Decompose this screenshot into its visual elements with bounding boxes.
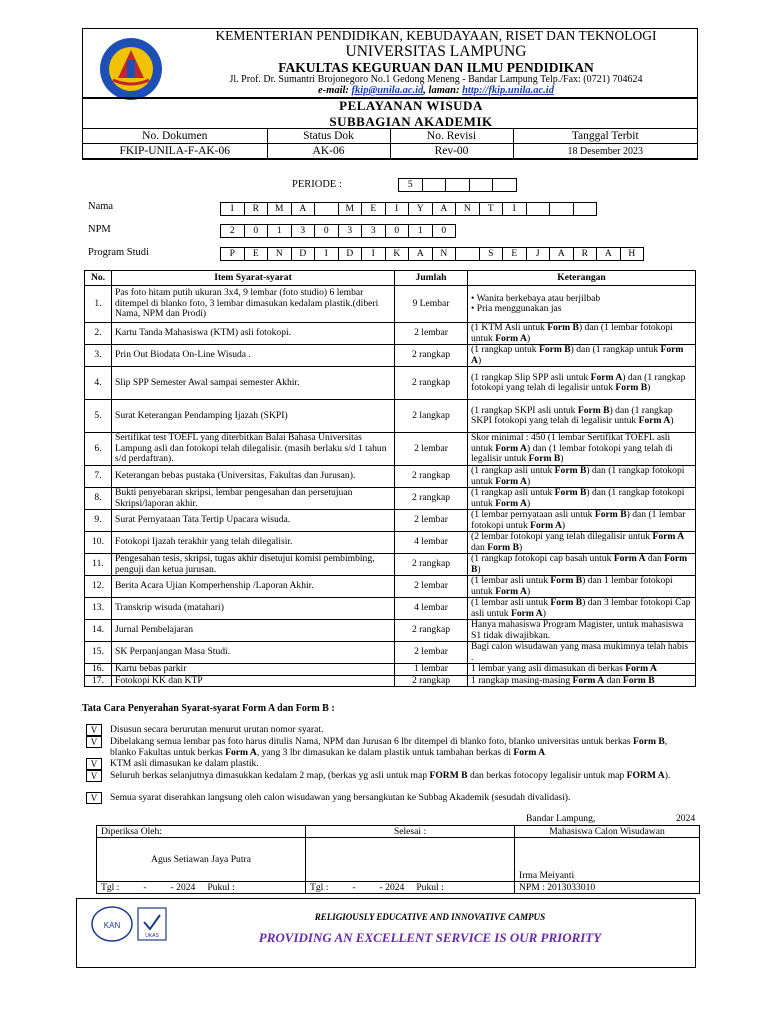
char-box [526,202,550,216]
char-box: I [385,202,409,216]
procedure-item: V Disusun secara berurutan menurut urutan nomor syarat. [86,724,700,736]
row-item: Kartu bebas parkir [112,664,395,676]
row-no: 14. [85,620,112,642]
row-jumlah: 2 lembar [395,323,468,345]
npm-boxes[interactable] [220,224,456,238]
char-box: M [338,202,362,216]
row-keterangan: (1 rangkap fotokopi cap basah untuk Form A dan Form B) [468,554,696,576]
char-box: 1 [267,224,291,238]
signature-year: 2024 [676,813,696,824]
row-item: Transkrip wisuda (matahari) [112,598,395,620]
row-keterangan: Bagi calon wisudawan yang masa mukimnya telah habis . [468,642,696,664]
table-row [85,642,696,664]
char-box: J [526,247,550,261]
char-box: I [502,202,526,216]
table-row [85,598,696,620]
done-sign-area[interactable] [306,838,515,882]
col-keterangan: Keterangan [468,271,696,286]
row-item: Kartu Tanda Mahasiswa (KTM) asli fotokopi. [112,323,395,345]
row-no: 11. [85,554,112,576]
check-mark[interactable]: V [86,770,102,782]
procedure-item: V Dibelakang semua lembar pas foto harus ditulis Nama, NPM dan Jurusan 6 lbr ditempel di blanko foto, blanko universitas untuk berkas Form B, blanko Fakultas untuk berkas Form A, yang 3 lbr dimasukan ke dalam plastik untuk tambahan berkas di Form A [86,736,700,758]
char-box: K [385,247,409,261]
table-row [85,510,696,532]
table-row [85,488,696,510]
email-link[interactable]: fkip@unila.ac.id [351,85,424,96]
char-box: 1 [408,224,432,238]
char-box [573,202,598,216]
row-no: 16. [85,664,112,676]
char-box: I [361,247,385,261]
row-item: SK Perpanjangan Masa Studi. [112,642,395,664]
row-jumlah: 1 lembar [395,664,468,676]
meta-header: Status Dok [267,129,390,144]
row-jumlah: 2 rangkap [395,488,468,510]
row-keterangan: (2 lembar fotokopi yang telah dilegalisir untuk Form A dan Form B) [468,532,696,554]
ministry-name: KEMENTERIAN PENDIDIKAN, KEBUDAYAAN, RISET DAN TEKNOLOGI [215,28,657,43]
row-keterangan: (1 lembar asli untuk Form B) dan 1 lembar fotokopi untuk Form A) [468,576,696,598]
row-keterangan: Hanya mahasiswa Program Magister, untuk mahasiswa S1 tidak diwajibkan. [468,620,696,642]
done-date[interactable]: Tgl : - - 2024 Pukul : [306,882,515,894]
prodi-label: Program Studi [88,247,149,258]
row-jumlah: 2 rangkap [395,554,468,576]
row-keterangan: (1 rangkap asli untuk Form B) dan (1 rangkap fotokopi untuk Form A) [468,488,696,510]
col-no: No. [85,271,112,286]
row-item: Prin Out Biodata On-Line Wisuda . [112,345,395,367]
row-no: 2. [85,323,112,345]
row-keterangan: (1 rangkap asli untuk Form B) dan (1 rangkap fotokopi untuk Form A) [468,466,696,488]
row-jumlah: 2 rangkap [395,675,468,687]
site-link[interactable]: http://fkip.unila.ac.id [462,85,554,96]
row-no: 13. [85,598,112,620]
table-row [85,675,696,687]
char-box: 3 [361,224,385,238]
row-item: Berita Acara Ujian Komperhenship /Laporan Akhir. [112,576,395,598]
table-row [85,554,696,576]
table-row [85,400,696,433]
periode-label: PERIODE : [292,179,342,190]
meta-header: No. Dokumen [83,129,268,144]
meta-header: No. Revisi [390,129,513,144]
nama-label: Nama [88,201,114,212]
char-box: D [291,247,315,261]
char-box: A [432,202,456,216]
row-item: Pas foto hitam putih ukuran 3x4, 9 lembar (foto studio) 6 lembar ditempel di blanko foto, 3 lembar dimasukan kedalam plastik.(diberi Nama, NPM dan Prodi) [112,286,395,323]
row-item: Surat Pernyataan Tata Tertip Upacara wisuda. [112,510,395,532]
char-box: R [573,247,597,261]
sig-col-done: Selesai : [306,826,515,838]
row-keterangan: (1 rangkap Slip SPP asli untuk Form A) dan (1 rangkap fotokopi yang telah di legalisir untuk Form B) [468,367,696,400]
char-box: T [479,202,503,216]
university-logo [88,36,174,102]
row-no: 5. [85,400,112,433]
row-jumlah: 4 lembar [395,598,468,620]
procedure-item: V KTM asli dimasukan ke dalam plastik. [86,758,700,770]
char-box: P [220,247,244,261]
row-keterangan: (1 rangkap SKPI asli untuk Form B) dan (1 rangkap SKPI fotokopi yang telah di legalisir untuk Form A) [468,400,696,433]
char-box: A [596,247,620,261]
char-box: E [361,202,385,216]
footer-tagline: RELIGIOUSLY EDUCATIVE AND INNOVATIVE CAMPUS [314,912,546,922]
table-row [85,367,696,400]
document-meta-table [82,128,698,159]
char-box: R [244,202,268,216]
nama-boxes[interactable] [220,202,597,216]
char-box: A [549,247,573,261]
row-no: 6. [85,433,112,466]
contact-line [180,85,692,96]
char-box: 0 [314,224,338,238]
row-item: Sertifikat test TOEFL yang diterbitkan Balai Bahasa Universitas Lampung asli dan fotokopi telah dilegalisir. (masih berlaku s/d 1 tahun s/d perdaftran). [112,433,395,466]
row-item: Keterangan bebas pustaka (Universitas, Fakultas dan Jurusan). [112,466,395,488]
row-item: Fotokopi Ijazah terakhir yang telah dilegalisir. [112,532,395,554]
char-box: E [244,247,268,261]
checker-name: Agus Setiawan Jaya Putra [97,838,306,882]
table-row [85,576,696,598]
row-keterangan: (1 rangkap untuk Form B) dan (1 rangkap untuk Form A) [468,345,696,367]
row-keterangan [468,286,696,323]
ukas-logo-text: UKAS [145,933,159,939]
row-jumlah: 2 langkap [395,400,468,433]
npm-label: NPM [88,224,111,235]
row-jumlah: 2 lembar [395,510,468,532]
row-jumlah: 2 rangkap [395,620,468,642]
row-item: Surat Keterangan Pendamping Ijazah (SKPI) [112,400,395,433]
email-label: e-mail: [318,85,349,96]
row-item: Slip SPP Semester Awal sampai semester Akhir. [112,367,395,400]
row-no: 15. [85,642,112,664]
row-jumlah: 4 lembar [395,532,468,554]
row-keterangan: Skor minimal : 450 (1 lembar Sertifikat TOEFL asli untuk Form A) dan (1 lembar fotokopi yang telah di legalisir untuk Form B) [468,433,696,466]
checker-date[interactable]: Tgl : - - 2024 Pukul : [97,882,306,894]
meta-value: 18 Desember 2023 [513,144,698,159]
keterangan-bullet: • Wanita berkebaya atau berjilbab [471,292,601,304]
col-jumlah: Jumlah [395,271,468,286]
char-box: I [220,202,244,216]
check-mark[interactable]: V [86,792,102,804]
sig-col-checker: Diperiksa Oleh: [97,826,306,838]
row-no: 8. [85,488,112,510]
char-box: 2 [220,224,244,238]
char-box: N [432,247,456,261]
char-box: S [479,247,503,261]
char-box: N [455,202,479,216]
row-no: 3. [85,345,112,367]
row-no: 17. [85,675,112,687]
row-jumlah: 2 lembar [395,576,468,598]
row-item: Pengesahan tesis, skripsi, tugas akhir disetujui komisi pembimbing, penguji dan ketua jurusan. [112,554,395,576]
row-jumlah: 2 rangkap [395,466,468,488]
table-row [85,433,696,466]
table-row [85,532,696,554]
table-row [85,323,696,345]
row-item: Fotokopi KK dan KTP [112,675,395,687]
procedure-item: V Semua syarat diserahkan langsung oleh calon wisudawan yang bersangkutan ke Subbag Akademik (sesudah divalidasi). [86,792,700,804]
meta-value: Rev-00 [390,144,513,159]
signature-place: Bandar Lampung, [526,813,596,824]
procedure-item: V Seluruh berkas selanjutnya dimasukkan kedalam 2 map, (berkas yg asli untuk map FORM B dan berkas fotocopy legalisir untuk map FORM A). [86,770,700,782]
col-item: Item Syarat-syarat [112,271,395,286]
char-box: 0 [244,224,268,238]
row-keterangan: 1 rangkap masing-masing Form A dan Form B [468,675,696,687]
check-mark[interactable]: V [86,758,102,770]
table-row [85,664,696,676]
char-box: 0 [432,224,457,238]
table-row [85,345,696,367]
char-box [314,202,338,216]
requirements-table [84,270,696,687]
char-box: A [408,247,432,261]
service-subtitle: SUBBAGIAN AKADEMIK [329,114,493,129]
certification-logos [90,902,172,950]
row-no: 1. [85,286,112,323]
student-npm: NPM : 2013033010 [515,882,700,894]
char-box: 3 [338,224,362,238]
service-title: PELAYANAN WISUDA [339,98,483,113]
row-item: Bukti penyebaran skripsi, lembar pengesahan dan persetujuan Skripsi/laporan akhir. [112,488,395,510]
check-mark[interactable]: V [86,724,102,736]
periode-char: 5 [398,178,422,192]
row-jumlah: 2 lembar [395,433,468,466]
meta-header: Tanggal Terbit [513,129,698,144]
signature-table [96,825,700,894]
char-box: Y [408,202,432,216]
table-row [85,286,696,323]
footer-slogan: PROVIDING AN EXCELLENT SERVICE IS OUR PRIORITY [258,930,602,945]
kan-logo-text: KAN [103,921,121,930]
faculty-name: FAKULTAS KEGURUAN DAN ILMU PENDIDIKAN [278,60,594,75]
char-box: A [291,202,315,216]
row-jumlah: 2 rangkap [395,345,468,367]
row-keterangan: (1 KTM Asli untuk Form B) dan (1 lembar fotokopi untuk Form A) [468,323,696,345]
row-jumlah: 2 rangkap [395,367,468,400]
meta-value: AK-06 [267,144,390,159]
char-box [549,202,573,216]
row-no: 10. [85,532,112,554]
row-no: 7. [85,466,112,488]
university-name: UNIVERSITAS LAMPUNG [345,43,527,60]
char-box: I [314,247,338,261]
site-label: , laman: [423,85,460,96]
periode-boxes[interactable] [398,178,517,192]
char-box: 0 [385,224,409,238]
row-keterangan: 1 lembar yang asli dimasukan di berkas Form A [468,664,696,676]
row-jumlah: 9 Lembar [395,286,468,323]
student-name: Irma Meiyanti [515,838,700,882]
keterangan-bullet: • Pria menggunakan jas [471,303,562,314]
row-no: 4. [85,367,112,400]
row-item: Jurnal Pembelajaran [112,620,395,642]
table-row [85,620,696,642]
meta-value: FKIP-UNILA-F-AK-06 [83,144,268,159]
row-no: 9. [85,510,112,532]
char-box [455,247,479,261]
row-no: 12. [85,576,112,598]
procedure-title: Tata Cara Penyerahan Syarat-syarat Form A dan Form B : [82,703,335,714]
char-box: N [267,247,291,261]
table-row [85,466,696,488]
char-box: E [502,247,526,261]
char-box: M [267,202,291,216]
row-keterangan: (1 lembar pernyataan asli untuk Form B) dan (1 lembar fotokopi untuk Form A) [468,510,696,532]
check-mark[interactable]: V [86,736,102,748]
char-box: 3 [291,224,315,238]
address: Jl. Prof. Dr. Sumantri Brojonegoro No.1 Gedong Meneng - Bandar Lampung Telp./Fax: (0721) 704624 [229,74,643,85]
sig-col-student: Mahasiswa Calon Wisudawan [515,826,700,838]
char-box: D [338,247,362,261]
prodi-boxes[interactable] [220,247,644,261]
row-keterangan: (1 lembar asli untuk Form B) dan 3 lembar fotokopi Cap asli untuk Form A) [468,598,696,620]
row-jumlah: 2 lembar [395,642,468,664]
char-box: H [620,247,645,261]
